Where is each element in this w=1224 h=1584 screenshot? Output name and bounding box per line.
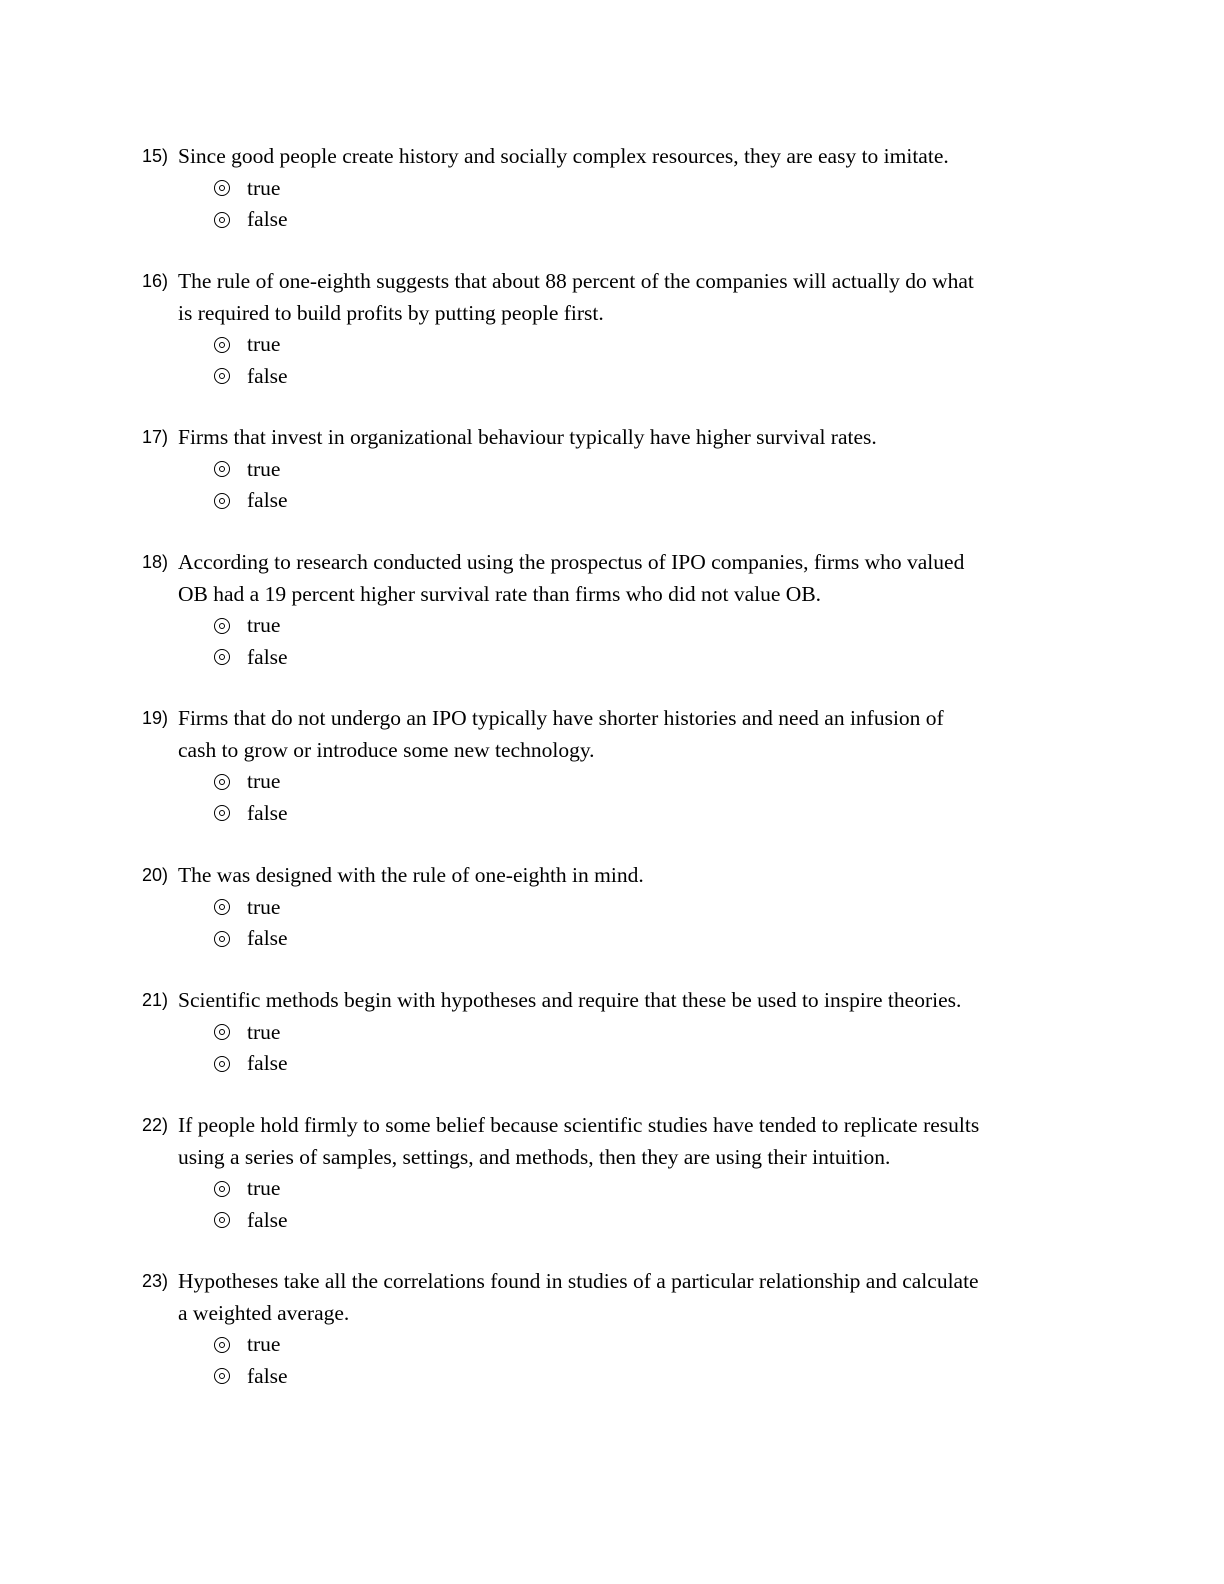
option-label: true [247,456,281,481]
option-false[interactable] [214,642,1082,674]
question-number: 19) [142,708,169,728]
radio-button-icon[interactable] [214,1181,230,1197]
question-text [142,141,1082,173]
question-22 [142,1110,1082,1236]
answer-options [142,1329,1082,1392]
option-label: false [247,363,288,388]
option-label: false [247,1051,288,1076]
question-16 [142,266,1082,392]
option-label: false [247,644,288,669]
radio-button-icon[interactable] [214,1056,230,1072]
question-line: Since good people create history and socially complex resources, they are easy to imitate. [178,144,949,168]
option-label: true [247,1019,281,1044]
question-text [142,1266,1082,1329]
question-number: 16) [142,271,169,291]
radio-button-icon[interactable] [214,1024,230,1040]
answer-options [142,173,1082,236]
radio-button-icon[interactable] [214,805,230,821]
question-text [142,266,1082,329]
option-false[interactable] [214,361,1082,393]
option-true[interactable] [214,329,1082,361]
option-label: true [247,613,281,638]
question-line: Firms that do not undergo an IPO typically have shorter histories and need an infusion of [178,706,944,730]
option-true[interactable] [214,892,1082,924]
question-line: a weighted average. [178,1300,350,1325]
option-label: true [247,175,281,200]
question-line: According to research conducted using the prospectus of IPO companies, firms who valued [178,550,965,574]
question-number: 18) [142,552,169,572]
option-false[interactable] [214,1048,1082,1080]
question-number: 17) [142,427,169,447]
radio-button-icon[interactable] [214,368,230,384]
option-true[interactable] [214,173,1082,205]
option-true[interactable] [214,1173,1082,1205]
radio-button-icon[interactable] [214,931,230,947]
answer-options [142,1173,1082,1236]
question-text [142,422,1082,454]
radio-button-icon[interactable] [214,337,230,353]
option-false[interactable] [214,1361,1082,1393]
option-false[interactable] [214,1205,1082,1237]
radio-button-icon[interactable] [214,1337,230,1353]
answer-options [142,329,1082,392]
option-false[interactable] [214,204,1082,236]
option-label: false [247,1363,288,1388]
question-line: Hypotheses take all the correlations found in studies of a particular relationship and calculate [178,1269,979,1293]
radio-button-icon[interactable] [214,461,230,477]
option-true[interactable] [214,1017,1082,1049]
option-true[interactable] [214,610,1082,642]
question-line: cash to grow or introduce some new technology. [178,737,595,762]
radio-button-icon[interactable] [214,618,230,634]
option-label: false [247,207,288,232]
option-label: true [247,332,281,357]
question-23 [142,1266,1082,1392]
option-label: true [247,1176,281,1201]
question-20 [142,860,1082,955]
question-text [142,985,1082,1017]
question-line: OB had a 19 percent higher survival rate than firms who did not value OB. [178,581,822,606]
answer-options [142,454,1082,517]
question-line: using a series of samples, settings, and methods, then they are using their intuition. [178,1144,891,1169]
question-number: 20) [142,865,169,885]
option-true[interactable] [214,766,1082,798]
question-15 [142,141,1082,236]
question-17 [142,422,1082,517]
radio-button-icon[interactable] [214,649,230,665]
question-18 [142,547,1082,673]
question-number: 23) [142,1271,169,1291]
radio-button-icon[interactable] [214,212,230,228]
question-line: The was designed with the rule of one-eighth in mind. [178,863,644,887]
question-line: If people hold firmly to some belief because scientific studies have tended to replicate results [178,1113,980,1137]
question-number: 22) [142,1115,169,1135]
option-label: false [247,926,288,951]
question-text [142,703,1082,766]
answer-options [142,766,1082,829]
option-label: false [247,800,288,825]
question-19 [142,703,1082,829]
question-line: is required to build profits by putting people first. [178,300,604,325]
option-label: false [247,488,288,513]
radio-button-icon[interactable] [214,493,230,509]
answer-options [142,610,1082,673]
radio-button-icon[interactable] [214,1368,230,1384]
option-false[interactable] [214,485,1082,517]
option-false[interactable] [214,798,1082,830]
question-text [142,1110,1082,1173]
question-text [142,860,1082,892]
answer-options [142,892,1082,955]
option-true[interactable] [214,1329,1082,1361]
answer-options [142,1017,1082,1080]
radio-button-icon[interactable] [214,774,230,790]
question-text [142,547,1082,610]
question-number: 21) [142,990,169,1010]
option-false[interactable] [214,923,1082,955]
radio-button-icon[interactable] [214,180,230,196]
question-line: Firms that invest in organizational behaviour typically have higher survival rates. [178,425,877,449]
option-label: true [247,769,281,794]
question-line: Scientific methods begin with hypotheses and require that these be used to inspire theories. [178,988,962,1012]
radio-button-icon[interactable] [214,899,230,915]
option-label: false [247,1207,288,1232]
option-label: true [247,1332,281,1357]
question-21 [142,985,1082,1080]
question-number: 15) [142,146,169,166]
option-true[interactable] [214,454,1082,486]
question-line: The rule of one-eighth suggests that about 88 percent of the companies will actually do what [178,269,974,293]
option-label: true [247,894,281,919]
radio-button-icon[interactable] [214,1212,230,1228]
